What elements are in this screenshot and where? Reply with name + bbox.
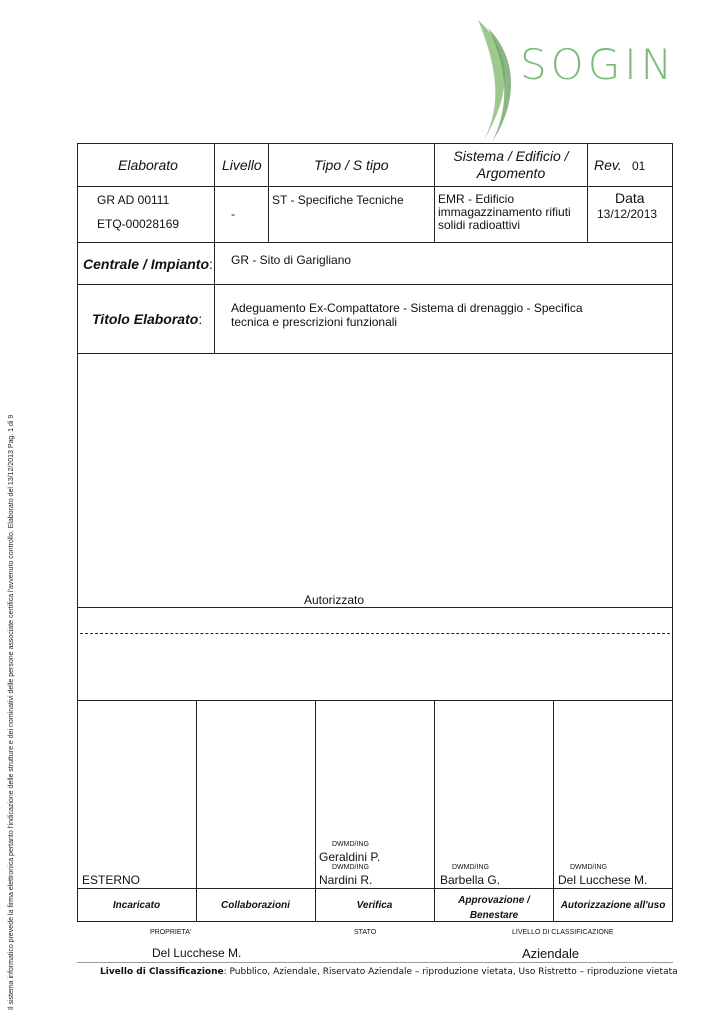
role-incaricato: Incaricato <box>112 900 161 911</box>
data-label: Data <box>615 190 645 206</box>
centrale-label <box>83 256 213 272</box>
livello-label: Livello <box>222 157 262 173</box>
signature-name-autorizzazione: Del Lucchese M. <box>558 873 648 887</box>
centrale-value: GR - Sito di Garigliano <box>231 253 352 267</box>
elaborato-label: Elaborato <box>118 157 178 173</box>
signature-name-incaricato: ESTERNO <box>82 873 141 887</box>
rev-label: Rev. <box>594 157 622 173</box>
livello-classificazione-label: LIVELLO DI CLASSIFICAZIONE <box>512 929 614 936</box>
stato-label: STATO <box>354 929 377 936</box>
signature-dept-approvazione: DWMD/ING <box>452 864 489 871</box>
livello-value: - <box>231 207 235 221</box>
data-value: 13/12/2013 <box>597 207 658 221</box>
signature-name-approvazione: Barbella G. <box>440 873 501 887</box>
signature-name-verifica: Nardini R. <box>319 873 373 887</box>
signature-name-verifica-top: Geraldini P. <box>319 850 381 864</box>
proprieta-label: PROPRIETA' <box>150 929 192 936</box>
signature-dept-autorizzazione: DWMD/ING <box>570 864 607 871</box>
logo-text: SOGIN <box>520 40 677 89</box>
sogin-logo <box>470 18 675 143</box>
proprieta-value: Del Lucchese M. <box>152 946 242 960</box>
titolo-label <box>92 311 202 327</box>
centrale-label-text: Centrale / Impianto <box>83 256 210 272</box>
sistema-value: EMR - Edificio immagazzinamento rifiuti solidi radioattivi <box>438 192 571 232</box>
livello-value-footer: Aziendale <box>522 946 580 961</box>
side-note: Il sistema informatico prevede la firma elettronica pertanto l'indicazione delle strutture e dei nominativi delle persone associate certifica l'avvenuto controllo. Elaborato del 13/12/2013 Pag. 1 di 9 <box>8 414 15 1010</box>
classification-label: Livello di Classificazione <box>100 967 224 977</box>
classification-text: : Pubblico, Aziendale, Riservato Aziendale – riproduzione vietata, Uso Ristretto – riproduzione vietata <box>223 967 678 977</box>
titolo-value: Adeguamento Ex-Compattatore - Sistema di drenaggio - Specifica tecnica e prescrizioni funzionali <box>231 301 583 329</box>
elaborato-code-2: ETQ-00028169 <box>97 217 180 231</box>
titolo-colon: : <box>198 311 203 327</box>
role-autorizzazione: Autorizzazione all'uso <box>560 900 666 911</box>
role-verifica: Verifica <box>356 900 393 911</box>
role-approvazione: Approvazione / Benestare <box>458 895 530 921</box>
tipo-value: ST - Specifiche Tecniche <box>272 193 404 207</box>
classification-note <box>100 967 678 977</box>
role-collaborazioni: Collaborazioni <box>221 900 290 911</box>
rev-value: 01 <box>632 159 646 173</box>
titolo-label-text: Titolo Elaborato <box>92 311 199 327</box>
centrale-colon: : <box>209 256 213 272</box>
tipo-label: Tipo / S tipo <box>314 157 389 173</box>
signature-dept-verifica-top: DWMD/ING <box>332 841 369 848</box>
sistema-label: Sistema / Edificio / Argomento <box>453 148 569 181</box>
elaborato-code-1: GR AD 00111 <box>97 193 170 207</box>
signature-dept-verifica: DWMD/ING <box>332 864 369 871</box>
autorizzato-label: Autorizzato <box>304 593 365 607</box>
